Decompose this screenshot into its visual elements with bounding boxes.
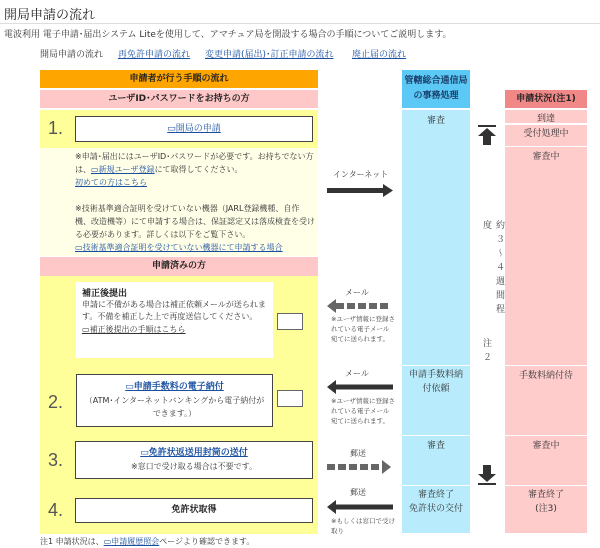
step1-box: [75, 116, 313, 142]
nav-current: 開局申請の流れ: [40, 50, 104, 60]
first-time-link[interactable]: 初めての方はこちら: [75, 178, 147, 187]
mail1-label: メール: [345, 288, 369, 297]
fee-payment-label: 申請手数料の電子納付: [133, 382, 224, 392]
status-cell: [505, 436, 587, 485]
up-arrow-icon: [478, 125, 496, 145]
status-cell: [505, 486, 587, 533]
status-fee-waiting: 手数料納付待: [518, 371, 573, 381]
footnote-suffix: ページより確認できます。: [159, 537, 255, 546]
correction-link-label: 補正後提出の手順はこちら: [89, 325, 186, 334]
apply-open-link[interactable]: ▭開局の申請: [167, 124, 221, 134]
office-cell: [402, 436, 470, 485]
post2-note: ※もしくは窓口で受け取り: [331, 517, 395, 535]
left-arrow-solid-icon: [327, 380, 393, 394]
tech-standard-link[interactable]: ▭技術基準適合証明を受けていない機器にて申請する場合: [75, 243, 283, 252]
nav-link-renewal[interactable]: 再免許申請の流れ: [118, 50, 191, 60]
mail1-note: ※ユーザ情報に登録されている電子メール宛てに送られます。: [331, 315, 395, 343]
status-finished: 審査終了 (注3): [527, 490, 564, 514]
office-cell: [402, 486, 470, 533]
status-cell: [505, 110, 587, 123]
office-review2: 審査: [426, 441, 445, 451]
lead-text: 電波利用 電子申請･届出システム Liteを使用して、アマチュア局を開設する場合の手順についてご説明します。: [4, 30, 452, 40]
step4-number: 4.: [48, 500, 64, 520]
office-cell: [402, 366, 470, 435]
internet-label: インターネット: [333, 170, 389, 179]
correction-box: [76, 282, 273, 358]
duration-text: 約３〜４週間程度: [481, 220, 504, 318]
step3-box: [75, 441, 313, 479]
note-userid-text2: にて取得してください。: [154, 165, 243, 174]
status-header: 申請状況(注1): [505, 90, 587, 108]
footnote-prefix: 注1 申請状況は、: [40, 537, 104, 546]
new-user-label: 新規ユーザ登録: [98, 165, 155, 174]
correction-text: 申請に不備がある場合は補正依頼メールが送られます。不備を補正した上で再度送信してください。: [82, 300, 266, 321]
step3-text: ※窓口で受け取る場合は不要です。: [130, 462, 258, 471]
applicant-header: 申請者が行う手順の流れ: [40, 70, 318, 88]
mail-envelope-icon: [277, 390, 303, 407]
footnote: [40, 535, 254, 548]
correction-title: 補正後提出: [82, 289, 128, 299]
left-arrow-dashed-icon: [327, 299, 393, 313]
new-user-link[interactable]: ▭新規ユーザ登録: [91, 165, 155, 174]
status-reviewing2: 審査中: [532, 441, 560, 451]
tech-standard-label: 技術基準適合証明を受けていない機器にて申請する場合: [82, 243, 283, 252]
left-arrow-solid-icon: [327, 500, 393, 514]
right-arrow-dashed-icon: [327, 460, 393, 474]
envelope-send-label: 免許状返送用封筒の送付: [148, 448, 248, 458]
section-have-id: ユーザID･パスワードをお持ちの方: [40, 90, 318, 108]
correction-link[interactable]: ▭補正後提出の手順はこちら: [82, 325, 186, 334]
duration-note: 注２: [481, 338, 491, 366]
office-cell: [402, 110, 470, 365]
history-link[interactable]: ▭申請履歴照会: [103, 537, 160, 546]
page-title: 開局申請の流れ: [4, 8, 96, 23]
office-header: 管轄総合通信局の事務処理: [402, 70, 470, 108]
status-cell: [505, 147, 587, 365]
office-issue: 審査終了 免許状の交付: [408, 490, 463, 514]
down-arrow-icon: [478, 465, 496, 485]
mail2-label: メール: [345, 369, 369, 378]
status-cell: [505, 366, 587, 435]
nav-link-abolish[interactable]: 廃止届の流れ: [352, 50, 407, 60]
step2-text: （ATM･インターネットバンキングから電子納付ができます。）: [84, 396, 265, 418]
fee-payment-link[interactable]: ▭申請手数料の電子納付: [125, 382, 224, 392]
note-userid: [75, 150, 315, 189]
section-applied: 申請済みの方: [40, 257, 318, 276]
office-review: 審査: [426, 116, 445, 126]
mail2-note: ※ユーザ情報に登録されている電子メール宛てに送られます。: [331, 397, 395, 425]
post2-label: 郵送: [350, 488, 366, 497]
apply-open-label: 開局の申請: [175, 124, 221, 134]
envelope-send-link[interactable]: ▭免許状返送用封筒の送付: [140, 448, 248, 458]
step2-number: 2.: [48, 392, 64, 412]
note-userid-text: ※申請･届出にはユーザID･パスワードが必要です。お持ちでない方は、: [75, 152, 314, 174]
history-link-label: 申請履歴照会: [111, 537, 160, 546]
nav-link-change[interactable]: 変更申請(届出)･訂正申請の流れ: [205, 50, 334, 60]
status-reviewing: 審査中: [532, 152, 560, 162]
step4-box: 免許状取得: [75, 498, 313, 523]
title-divider: [0, 23, 600, 24]
step3-number: 3.: [48, 450, 64, 470]
mail-envelope-icon: [277, 313, 303, 330]
status-cell: [505, 125, 587, 146]
office-fee-request: 申請手数料納付依頼: [408, 370, 463, 394]
step1-number: 1.: [48, 118, 64, 138]
status-receiving: 受付処理中: [523, 129, 569, 139]
right-arrow-solid-icon: [327, 183, 393, 197]
note-tech: [75, 202, 315, 254]
note-tech-text: ※技術基準適合証明を受けていない機器（JARL登録機種、自作機、改造機等）にて申請する場合は、保証認定又は落成検査を受ける必要があります。詳しくは以下をご覧下さい。: [75, 204, 315, 239]
post1-label: 郵送: [350, 449, 366, 458]
status-arrived: 到達: [536, 114, 555, 124]
step2-box: [76, 374, 273, 427]
